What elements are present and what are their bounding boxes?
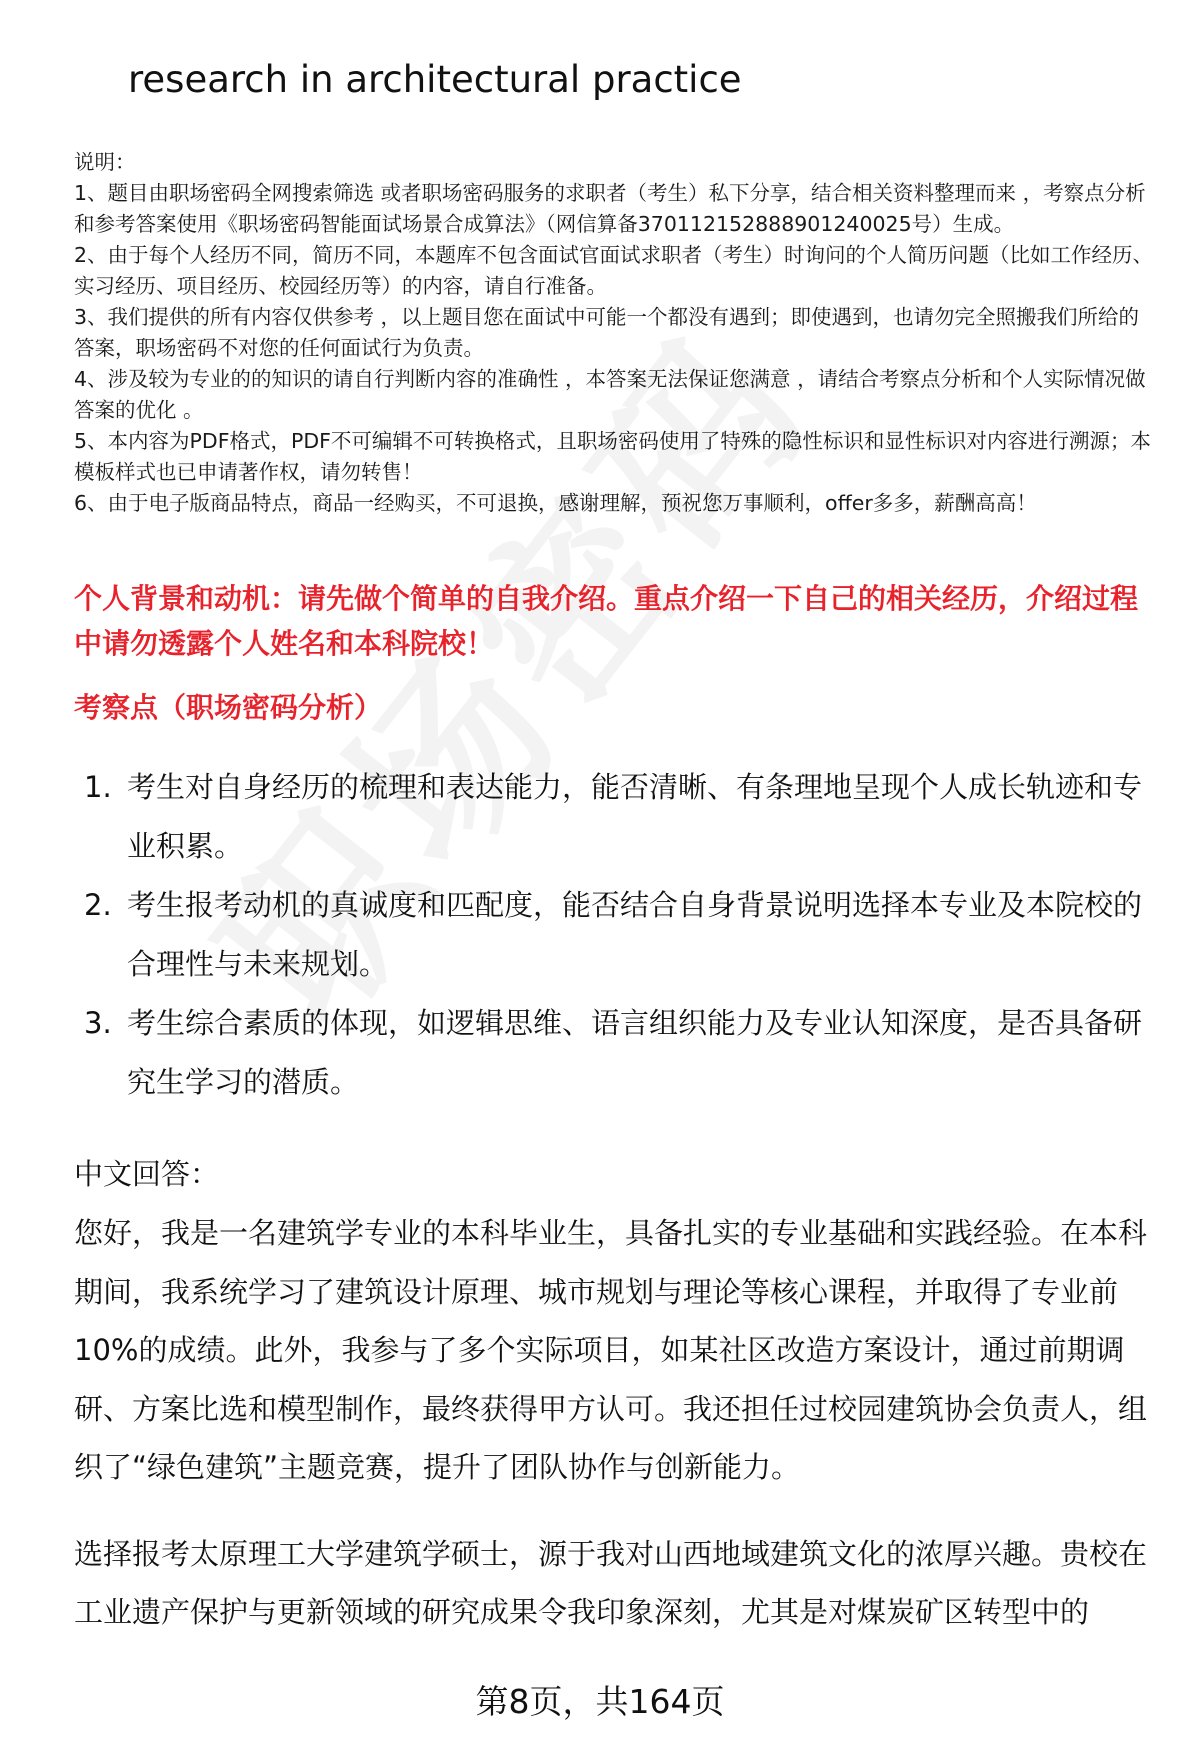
note-item-1: 1、题目由职场密码全网搜索筛选 或者职场密码服务的求职者（考生）私下分享，结合相关资料整理而来 ，考察点分析和参考答案使用《职场密码智能面试场景合成算法》（网信算备370112152888901240025号）生成。 [74,181,1146,236]
analysis-point [74,994,1154,1112]
page-number: 第8页，共164页 [475,1682,725,1721]
point-number: 2. [84,888,112,922]
answer-paragraph: 选择报考太原理工大学建筑学硕士，源于我对山西地域建筑文化的浓厚兴趣。贵校在工业遗产保护与更新领域的研究成果令我印象深刻，尤其是对煤炭矿区转型中的 [74,1536,1148,1629]
page-header-title: research in architectural practice [128,58,742,101]
note-item-4: 4、涉及较为专业的的知识的请自行判断内容的准确性 ，本答案无法保证您满意 ，请结合考察点分析和个人实际情况做答案的优化 。 [74,367,1146,422]
point-text: 考生报考动机的真诚度和匹配度，能否结合自身背景说明选择本专业及本院校的合理性与未来规划。 [127,888,1143,981]
answer-title: 中文回答： [74,1157,220,1191]
analysis-point [74,876,1154,994]
point-number: 3. [84,1006,112,1040]
answer-paragraph: 您好，我是一名建筑学专业的本科毕业生，具备扎实的专业基础和实践经验。在本科期间，我系统学习了建筑设计原理、城市规划与理论等核心课程，并取得了专业前10%的成绩。此外，我参与了多个实际项目，如某社区改造方案设计，通过前期调研、方案比选和模型制作，最终获得甲方认可。我还担任过校园建筑协会负责人，组织了“绿色建筑”主题竞赛，提升了团队协作与创新能力。 [74,1216,1148,1484]
point-text: 考生对自身经历的梳理和表达能力，能否清晰、有条理地呈现个人成长轨迹和专业积累。 [127,770,1143,863]
point-text: 考生综合素质的体现，如逻辑思维、语言组织能力及专业认知深度，是否具备研究生学习的潜质。 [127,1006,1143,1099]
note-item-6: 6、由于电子版商品特点，商品一经购买，不可退换，感谢理解，预祝您万事顺利，offer多多，薪酬高高！ [74,491,1037,515]
analysis-points [74,758,1154,1112]
note-item-2: 2、由于每个人经历不同，简历不同，本题库不包含面试官面试求职者（考生）时询问的个人简历问题（比如工作经历、实习经历、项目经历、校园经历等）的内容，请自行准备。 [74,243,1154,298]
note-item-5: 5、本内容为PDF格式，PDF不可编辑不可转换格式，且职场密码使用了特殊的隐性标识和显性标识对内容进行溯源；本模板样式也已申请著作权，请勿转售！ [74,429,1151,484]
analysis-title: 考察点（职场密码分析） [74,691,383,724]
interview-question: 个人背景和动机：请先做个简单的自我介绍。重点介绍一下自己的相关经历，介绍过程中请勿透露个人姓名和本科院校！ [74,582,1139,660]
note-item-3: 3、我们提供的所有内容仅供参考 ，以上题目您在面试中可能一个都没有遇到；即使遇到，也请勿完全照搬我们所给的答案，职场密码不对您的任何面试行为负责。 [74,305,1140,360]
answer-body [74,1204,1156,1642]
disclaimer-notes [74,147,1154,519]
analysis-point [74,758,1154,876]
notes-heading: 说明： [74,150,136,174]
point-number: 1. [84,770,112,804]
